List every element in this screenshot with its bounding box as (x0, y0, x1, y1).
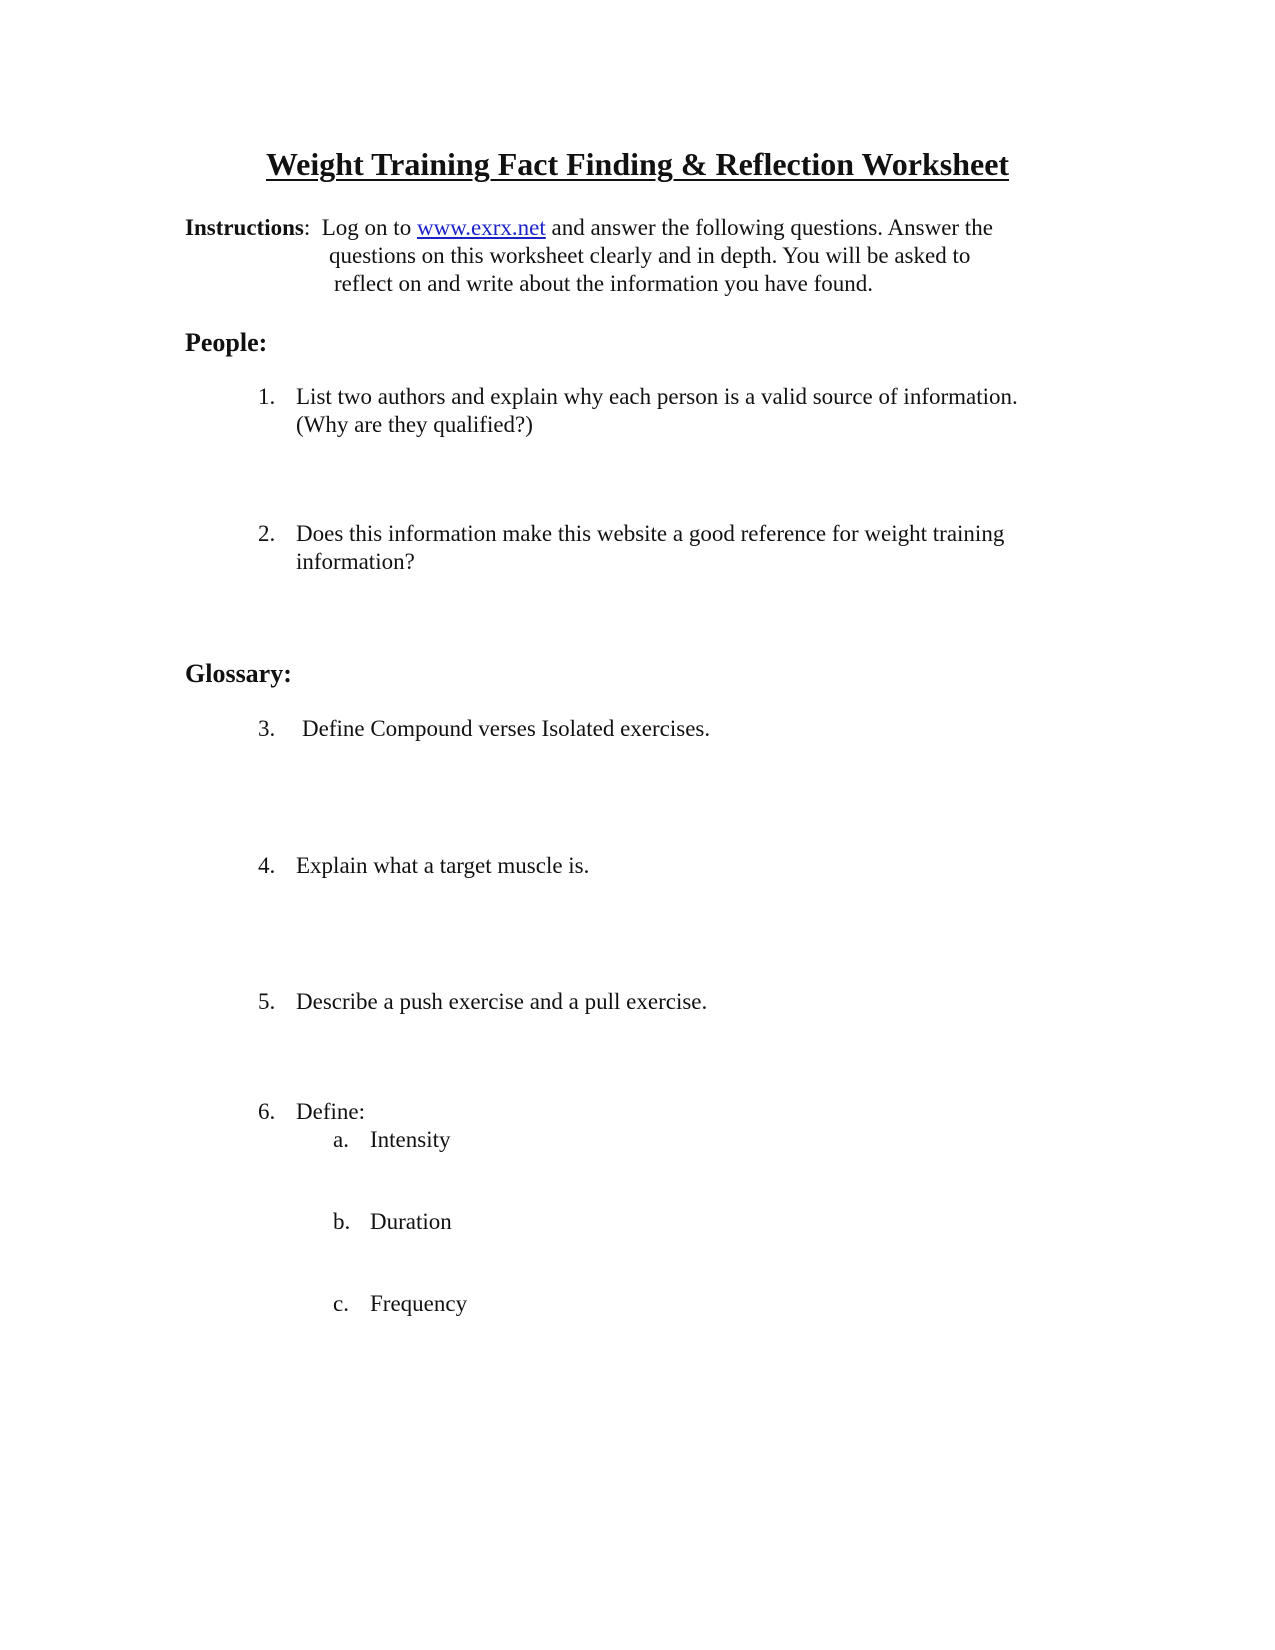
question-6b-letter: b. (333, 1209, 351, 1234)
instructions-lead: Log on to (321, 215, 417, 240)
people-heading: People: (185, 328, 268, 357)
question-1-number: 1. (258, 384, 276, 409)
question-1-line-1: List two authors and explain why each person is a valid source of information. (296, 384, 1018, 409)
question-4-number: 4. (258, 853, 276, 878)
question-6-number: 6. (258, 1099, 276, 1124)
question-2-number: 2. (258, 521, 276, 546)
question-6c-letter: c. (333, 1291, 349, 1316)
question-3-line-1: Define Compound verses Isolated exercises. (302, 716, 711, 741)
exrx-link[interactable]: www.exrx.net (416, 215, 546, 240)
instructions-line1-rest: and answer the following questions. Answer the (545, 215, 993, 240)
instructions-line-3: reflect on and write about the information you have found. (334, 271, 874, 296)
question-2-line-2: information? (296, 549, 415, 574)
question-1-line-2: (Why are they qualified?) (296, 412, 533, 437)
question-6-line-1: Define: (296, 1099, 365, 1124)
question-6b-text: Duration (370, 1209, 452, 1234)
instructions-line-1 (185, 214, 993, 242)
question-6a-text: Intensity (370, 1127, 451, 1152)
question-4-line-1: Explain what a target muscle is. (296, 853, 590, 878)
worksheet-title: Weight Training Fact Finding & Reflection Worksheet (265, 146, 1010, 182)
instructions-label: Instructions (185, 215, 304, 240)
glossary-heading: Glossary: (185, 659, 292, 688)
question-5-number: 5. (258, 989, 276, 1014)
question-6c-text: Frequency (370, 1291, 468, 1316)
question-2-line-1: Does this information make this website a good reference for weight training (296, 521, 1005, 546)
question-5-line-1: Describe a push exercise and a pull exercise. (296, 989, 708, 1014)
instructions-line-2: questions on this worksheet clearly and in depth. You will be asked to (329, 243, 971, 268)
instructions-colon: : (303, 215, 311, 240)
question-6a-letter: a. (333, 1127, 349, 1152)
question-3-number: 3. (258, 716, 276, 741)
